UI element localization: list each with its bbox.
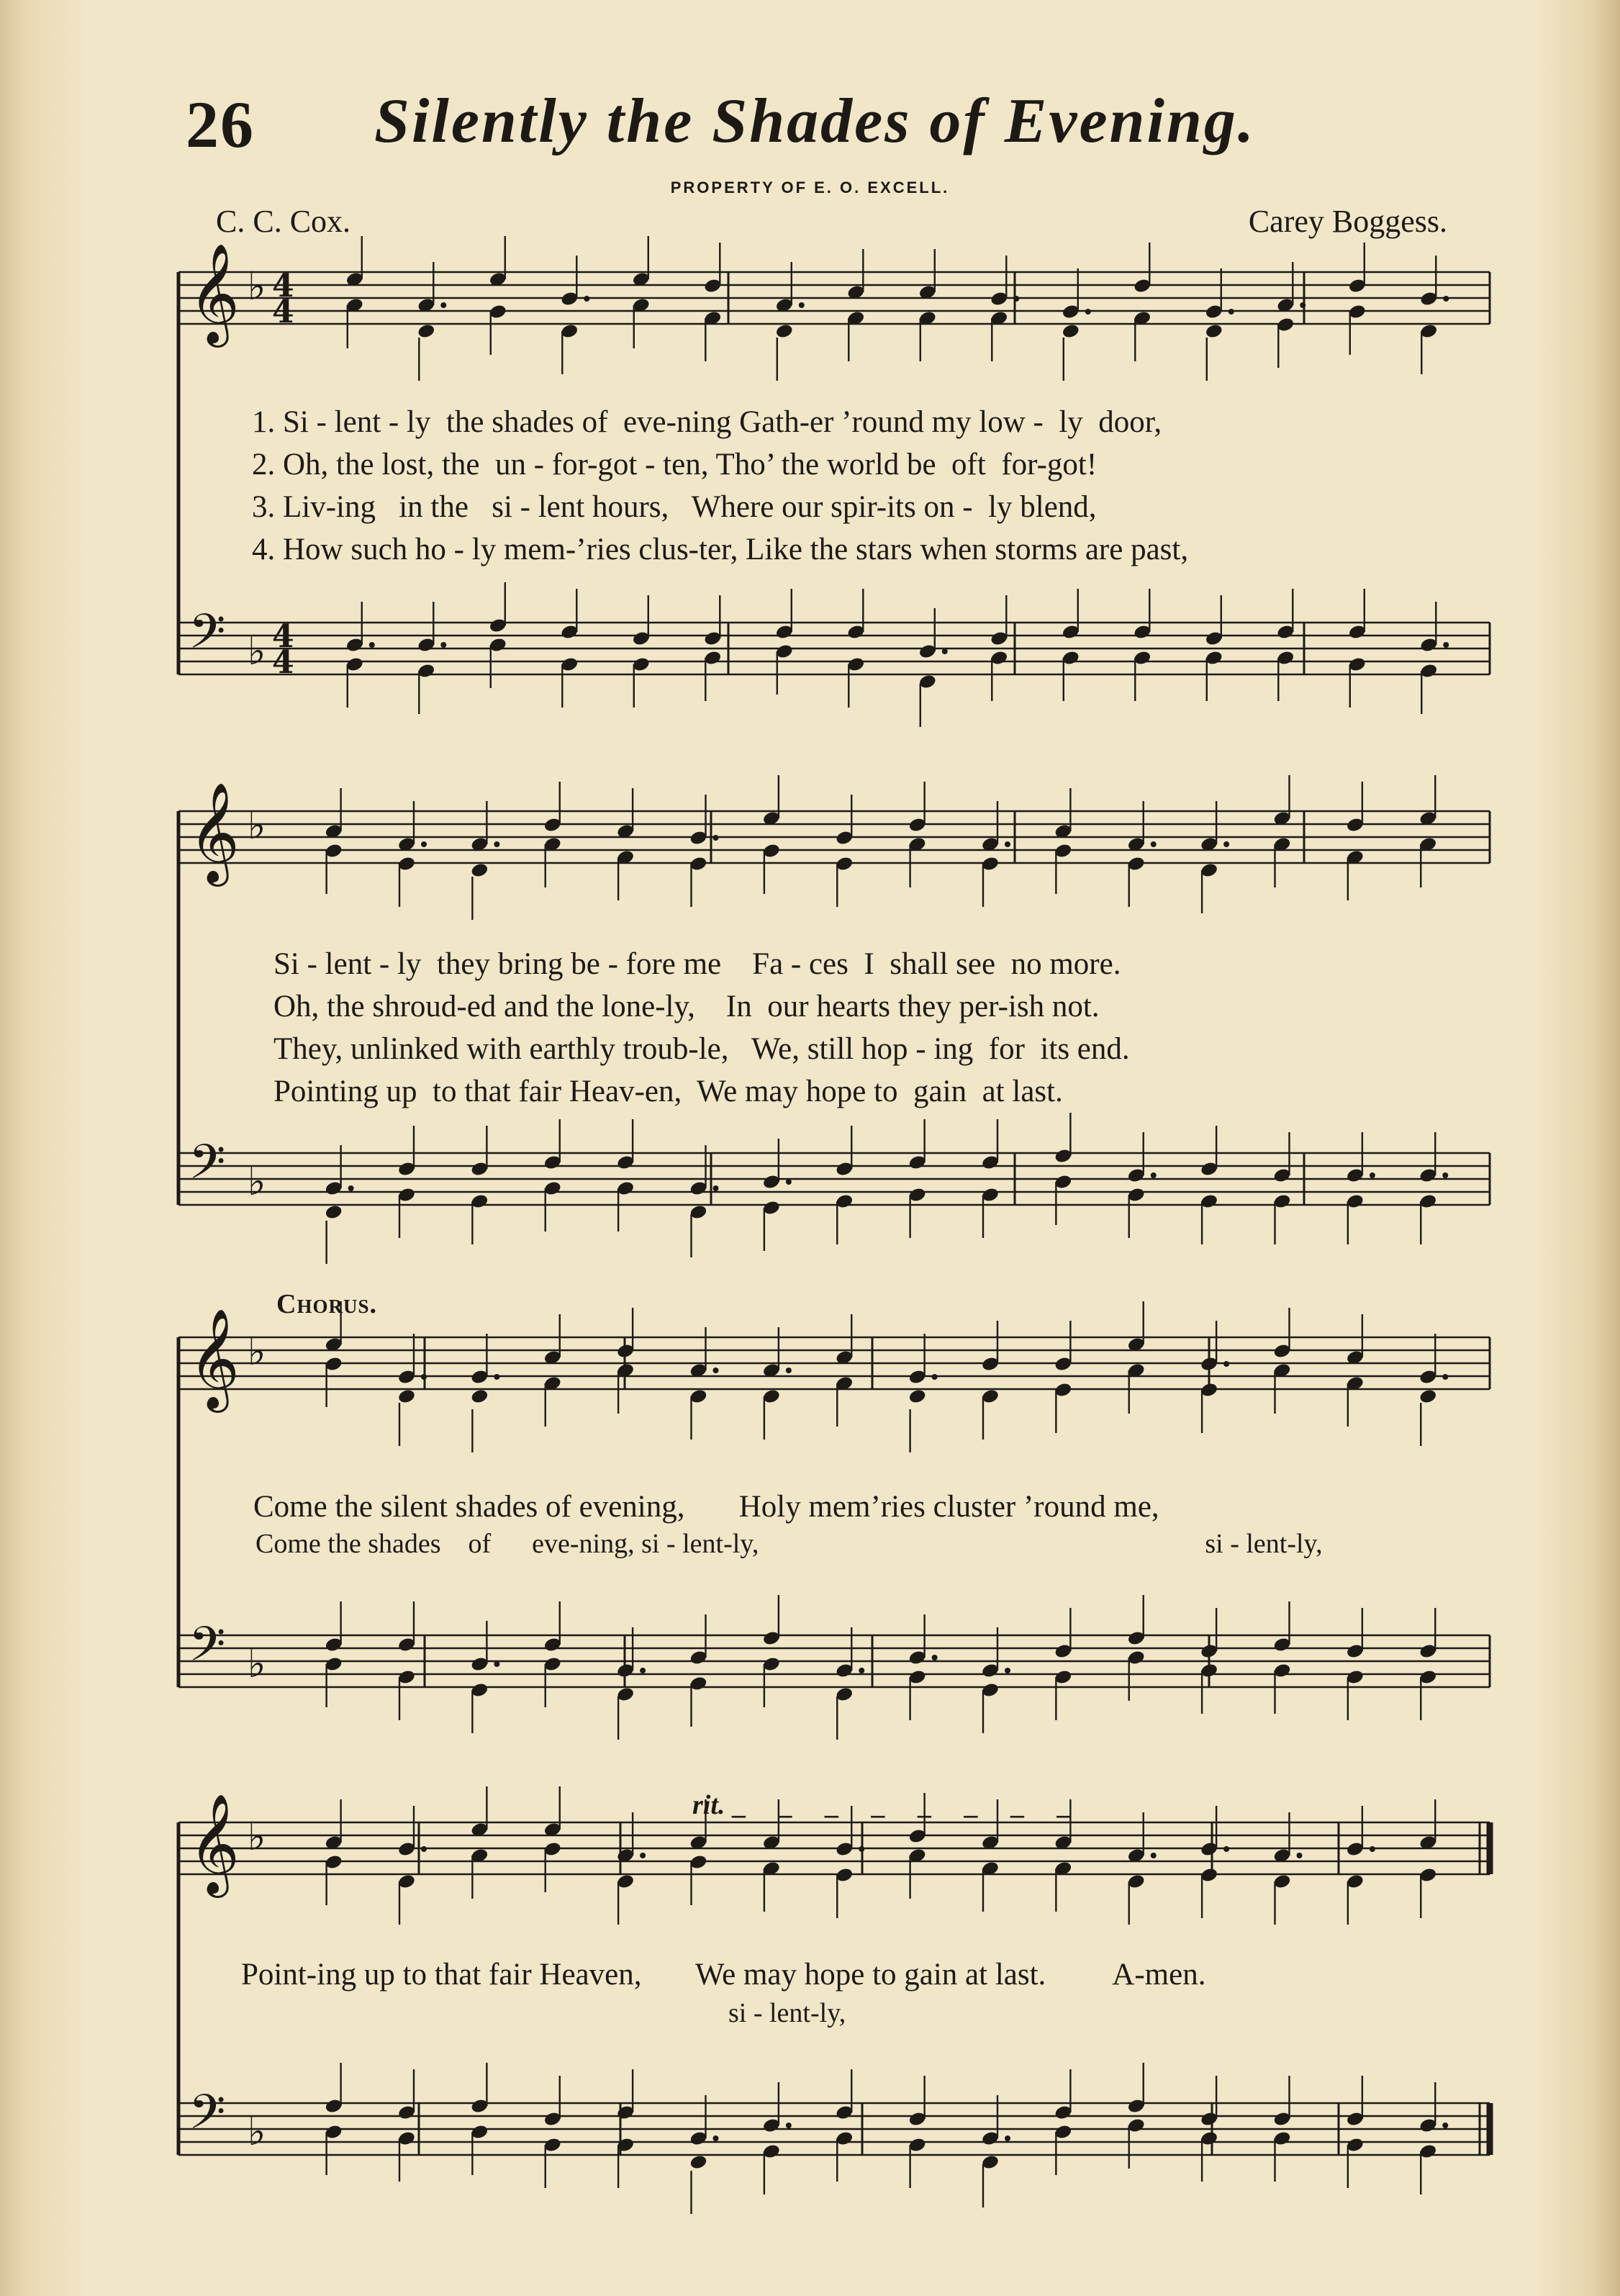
dot	[1223, 841, 1229, 847]
verse-line: Pointing up to that fair Heav-en, We may hope to gain at last.	[273, 1075, 1063, 1108]
dot	[1370, 1846, 1375, 1852]
flat-sign-icon: ♭	[248, 1814, 266, 1859]
dot	[1005, 2135, 1010, 2141]
dot	[712, 835, 718, 841]
note-head	[1418, 1388, 1437, 1405]
dot	[494, 1661, 499, 1667]
dot	[421, 841, 427, 847]
verse-line: Si - lent - ly they bring be - fore me Fa - ces I shall see no more.	[273, 947, 1121, 981]
dot	[786, 1179, 792, 1185]
dot	[1151, 1853, 1157, 1858]
dot	[859, 1846, 864, 1852]
dot	[1223, 1361, 1229, 1367]
dot	[1296, 1853, 1302, 1858]
dot	[1005, 841, 1010, 847]
verse-line: 3. Liv-ing in the si - lent hours, Where our spir-its on - ly blend,	[252, 490, 1097, 524]
dot	[640, 1853, 646, 1858]
dot	[1005, 1668, 1010, 1673]
dot	[1151, 841, 1157, 847]
dot	[1442, 1172, 1448, 1178]
dot	[440, 642, 446, 648]
hymn-number: 26	[186, 88, 255, 161]
note-head	[417, 323, 435, 340]
chorus-alto-line-1: Come the shades of eve-ning, si - lent-ly, si - lent-ly,	[255, 1529, 1323, 1559]
dot	[942, 648, 948, 654]
note-head	[689, 2154, 707, 2171]
dot	[640, 1668, 646, 1673]
verse-line: Oh, the shroud-ed and the lone-ly, In our hearts they per-ish not.	[273, 990, 1100, 1023]
composer: Carey Boggess.	[1248, 204, 1447, 239]
time-signature-top: 4	[272, 268, 294, 304]
clef-icon: 𝄞	[189, 1309, 240, 1409]
time-signature-top: 4	[272, 618, 294, 655]
dot	[786, 1368, 792, 1373]
dot	[1370, 1172, 1375, 1178]
clef-icon: 𝄢	[189, 2084, 226, 2151]
flat-sign-icon: ♭	[248, 1329, 266, 1374]
dot	[1300, 302, 1305, 308]
dot	[1442, 2123, 1448, 2128]
chorus-label: Chorus.	[276, 1289, 377, 1319]
dot	[584, 296, 589, 302]
lyricist: C. C. Cox.	[216, 204, 351, 239]
dot	[1085, 309, 1091, 315]
note-head	[1062, 323, 1080, 340]
dot	[1228, 309, 1234, 315]
dot	[1443, 642, 1449, 648]
flat-sign-icon: ♭	[248, 628, 266, 674]
note-head	[397, 1388, 416, 1405]
clef-icon: 𝄢	[189, 1134, 226, 1201]
dot	[932, 1655, 938, 1660]
dot	[494, 1374, 499, 1380]
note-head	[1205, 323, 1223, 340]
dot	[1013, 296, 1019, 302]
dot	[421, 1374, 427, 1380]
copyright-notice: PROPERTY OF E. O. EXCELL.	[670, 178, 950, 196]
dot	[494, 841, 499, 847]
note-head	[775, 323, 794, 340]
dot	[440, 302, 446, 308]
flat-sign-icon: ♭	[248, 1159, 266, 1204]
ritardando-mark: rit. _ _ _ _ _ _ _ _	[692, 1790, 1084, 1820]
clef-icon: 𝄢	[189, 604, 226, 671]
dot	[859, 1668, 864, 1673]
dot	[1151, 1172, 1157, 1178]
dot	[712, 1368, 718, 1373]
dot	[786, 2123, 792, 2128]
clef-icon: 𝄢	[189, 1617, 226, 1683]
chorus-line-1: Come the silent shades of evening, Holy mem’ries cluster ’round me,	[253, 1490, 1159, 1524]
clef-icon: 𝄞	[189, 1794, 240, 1894]
dot	[1223, 1846, 1229, 1852]
chorus-line-2: Point-ing up to that fair Heaven, We may hope to gain at last. A-men.	[241, 1958, 1206, 1992]
dot	[421, 1846, 427, 1852]
flat-sign-icon: ♭	[248, 803, 266, 848]
dot	[1442, 1374, 1448, 1380]
flat-sign-icon: ♭	[248, 1641, 266, 1686]
verse-line: 2. Oh, the lost, the un - for-got - ten, Tho’ the world be oft for-got!	[252, 448, 1098, 482]
verse-line: 1. Si - lent - ly the shades of eve-ning Gath-er ’round my low - ly door,	[252, 405, 1162, 439]
clef-icon: 𝄞	[189, 782, 240, 882]
verse-line: 4. How such ho - ly mem-’ries clus-ter, Like the stars when storms are past,	[252, 533, 1189, 566]
flat-sign-icon: ♭	[248, 2109, 266, 2154]
dot	[348, 1185, 354, 1191]
note-head	[908, 1388, 927, 1405]
verse-line: They, unlinked with earthly troub-le, We, still hop - ing for its end.	[273, 1032, 1130, 1066]
time-signature-bottom: 4	[272, 294, 294, 330]
flat-sign-icon: ♭	[248, 263, 266, 309]
chorus-alto-line-2: si - lent-ly,	[728, 1998, 846, 2028]
clef-icon: 𝄞	[189, 243, 240, 343]
dot	[799, 302, 805, 308]
dot	[1443, 296, 1449, 302]
dot	[932, 1374, 938, 1380]
note-head	[470, 1388, 489, 1405]
time-signature-bottom: 4	[272, 644, 294, 681]
hymn-title: Silently the Shades of Evening.	[374, 86, 1256, 156]
dot	[712, 2135, 718, 2141]
dot	[369, 642, 375, 648]
note-head	[325, 1204, 343, 1221]
note-head	[470, 862, 489, 879]
dot	[712, 1185, 718, 1191]
